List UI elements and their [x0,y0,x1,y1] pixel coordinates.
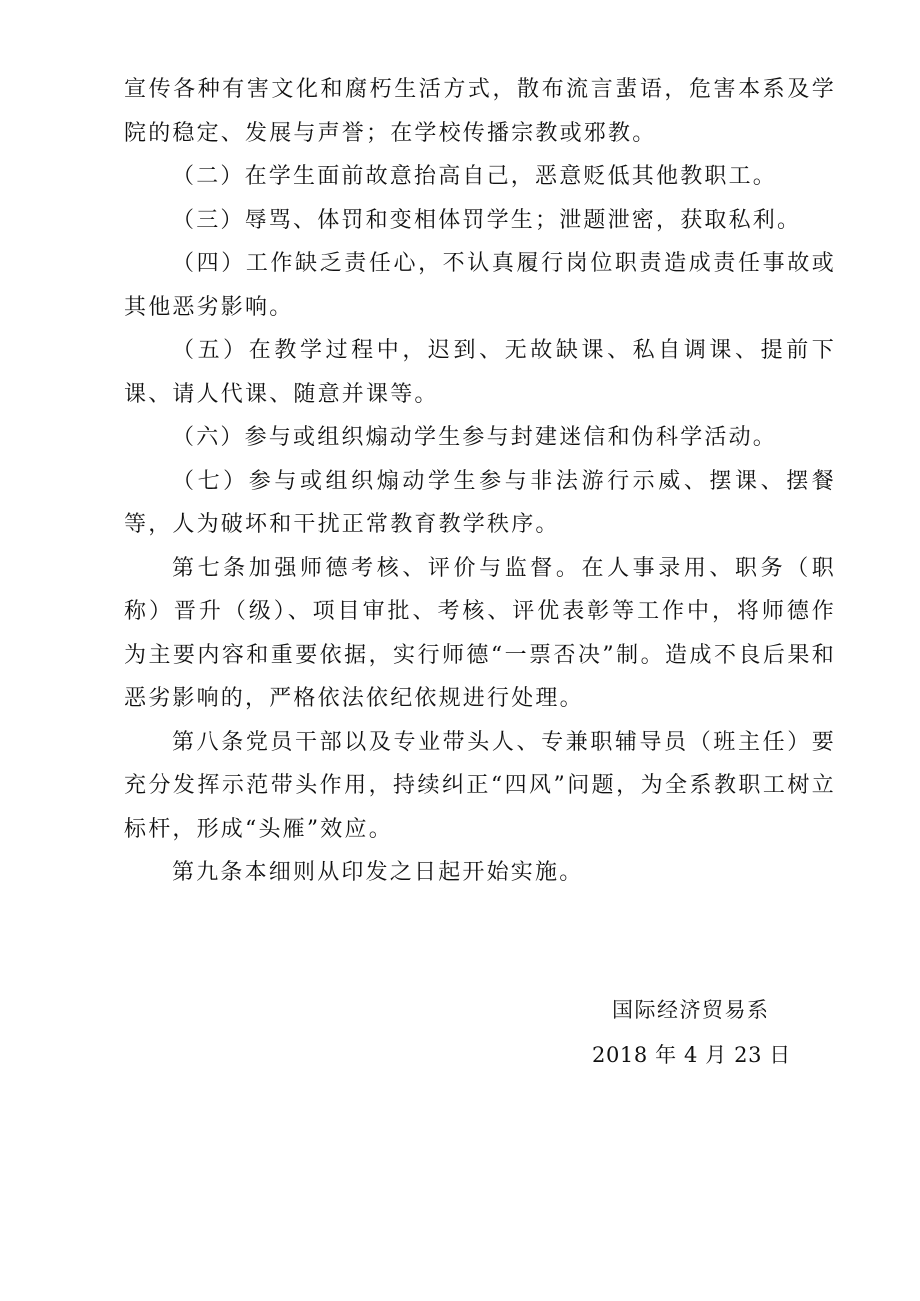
paragraph-continuation: 宣传各种有害文化和腐朽生活方式，散布流言蜚语，危害本系及学院的稳定、发展与声誉；在学校传播宗教或邪教。 [124,77,836,146]
paragraph-item-6: （六）参与或组织煽动学生参与封建迷信和伪科学活动。 [172,425,778,450]
paragraph-article-7: 第七条加强师德考核、评价与监督。在人事录用、职务（职称）晋升（级）、项目审批、考核、评优表彰等工作中，将师德作为主要内容和重要依据，实行师德“一票否决”制。造成不良后果和恶劣影响的，严格依法依纪依规进行处理。 [124,555,836,711]
paragraph-item-5: （五）在教学过程中，迟到、无故缺课、私自调课、提前下课、请人代课、随意并课等。 [124,338,836,407]
paragraph-item-4: （四）工作缺乏责任心，不认真履行岗位职责造成责任事故或其他恶劣影响。 [124,251,836,320]
paragraph-item-7: （七）参与或组织煽动学生参与非法游行示威、摆课、摆餐等，人为破坏和干扰正常教育教学秩序。 [124,468,836,537]
paragraph-article-8: 第八条党员干部以及专业带头人、专兼职辅导员（班主任）要充分发挥示范带头作用，持续纠正“四风”问题，为全系教职工树立标杆，形成“头雁”效应。 [124,729,836,842]
paragraph-item-3: （三）辱骂、体罚和变相体罚学生；泄题泄密，获取私利。 [172,207,802,233]
paragraph-item-2: （二）在学生面前故意抬高自己，恶意贬低其他教职工。 [172,164,778,189]
signature-date: 2018 年 4 月 23 日 [592,1043,791,1067]
paragraph-article-9: 第九条本细则从印发之日起开始实施。 [172,860,584,885]
signature-organization: 国际经济贸易系 [612,998,770,1022]
document-body [124,68,836,895]
